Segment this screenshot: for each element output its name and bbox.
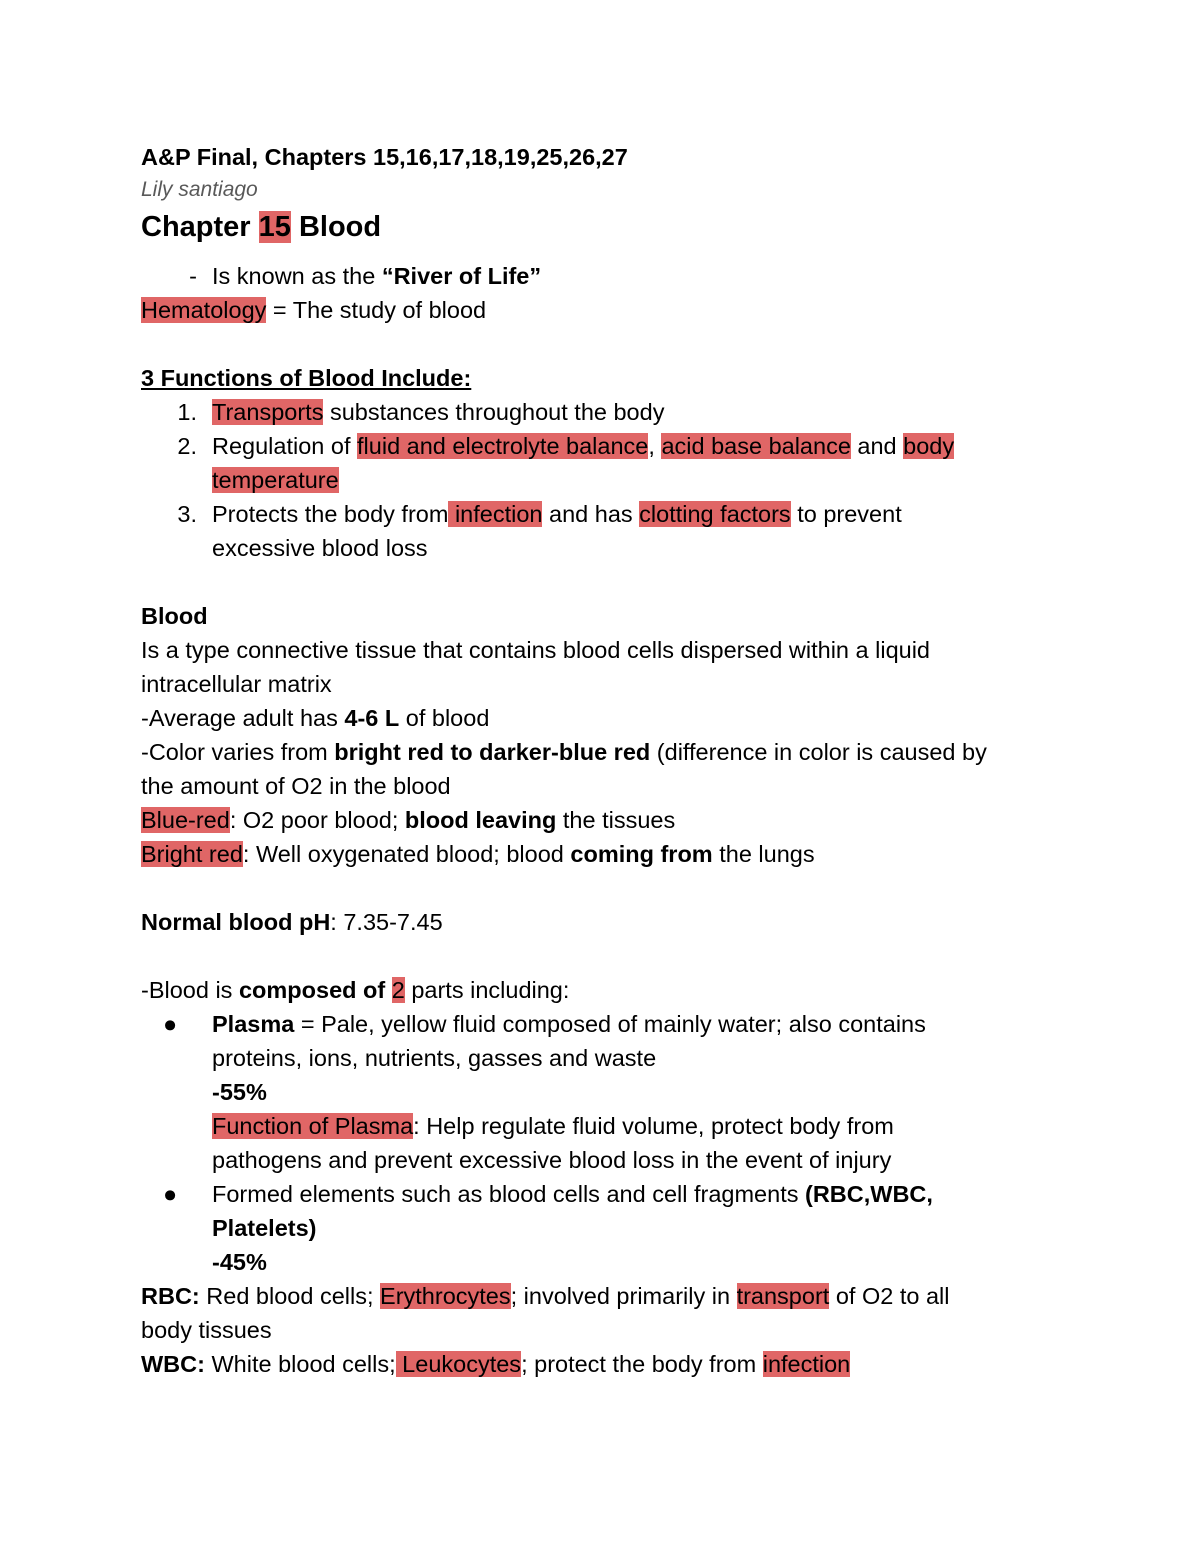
bold-text: composed of <box>238 977 386 1003</box>
bold-text: RBC: <box>141 1283 200 1309</box>
highlight: Function of Plasma <box>212 1113 414 1139</box>
bright-red-line <box>141 837 1081 871</box>
highlight: fluid and electrolyte balance <box>357 433 649 459</box>
text <box>385 977 392 1003</box>
highlight: acid base balance <box>661 433 851 459</box>
function-item-3 <box>141 497 1081 531</box>
text: -Blood is <box>141 977 239 1003</box>
doc-author: Lily santiago <box>141 178 258 201</box>
average-volume <box>141 701 1081 735</box>
text: of blood <box>399 705 490 731</box>
function-item-2-cont <box>141 463 1081 497</box>
bold-text: 4-6 L <box>344 705 400 731</box>
text: parts including: <box>404 977 570 1003</box>
functions-heading: 3 Functions of Blood Include: <box>141 365 472 391</box>
chapter-prefix: Chapter <box>141 211 251 243</box>
text: the lungs <box>712 841 815 867</box>
formed-percent: -45% <box>212 1249 267 1275</box>
chapter-number: 15 <box>258 211 291 243</box>
highlight: Leukocytes <box>395 1351 522 1377</box>
bold-text: Plasma <box>212 1011 295 1037</box>
river-of-life: “River of Life” <box>381 263 542 289</box>
highlight: Blue-red <box>141 807 230 833</box>
item-text: to prevent <box>790 501 902 527</box>
doc-title: A&P Final, Chapters 15,16,17,18,19,25,26,27 <box>141 144 628 170</box>
item-text: substances throughout the body <box>323 399 665 425</box>
highlight: Bright red <box>141 841 243 867</box>
ph-label: Normal blood pH <box>141 909 331 935</box>
text: the tissues <box>556 807 676 833</box>
item-text: , <box>648 433 662 459</box>
bold-text: (RBC,WBC, <box>805 1181 933 1207</box>
text: -Average adult has <box>141 705 345 731</box>
highlight: Transports <box>212 399 324 425</box>
wbc-line <box>141 1347 1081 1381</box>
list-number: 2. <box>177 433 197 459</box>
rbc-line <box>141 1279 1081 1313</box>
text: : Well oxygenated blood; blood <box>242 841 571 867</box>
function-item-3-cont: excessive blood loss <box>212 535 428 561</box>
hematology-definition <box>141 293 1081 327</box>
item-text: and <box>850 433 904 459</box>
text: = Pale, yellow fluid composed of mainly water; also contains <box>294 1011 926 1037</box>
chapter-topic: Blood <box>298 211 382 243</box>
rbc-line-cont: body tissues <box>141 1317 272 1343</box>
known-text: Is known as the <box>212 263 382 289</box>
hematology-def: = The study of blood <box>266 297 487 323</box>
document-body <box>141 141 1081 1381</box>
bullet-marker: ● <box>163 1011 178 1037</box>
function-item-2 <box>141 429 1081 463</box>
highlight: infection <box>762 1351 851 1377</box>
highlight: body <box>903 433 955 459</box>
item-text: Protects the body from <box>212 501 449 527</box>
text: : Help regulate fluid volume, protect body from <box>413 1113 894 1139</box>
color-varies-cont: the amount of O2 in the blood <box>141 773 451 799</box>
item-text: Regulation of <box>212 433 358 459</box>
list-number: 1. <box>177 399 197 425</box>
text: -Color varies from <box>141 739 335 765</box>
plasma-percent: -55% <box>212 1079 267 1105</box>
color-varies <box>141 735 1081 769</box>
highlight: clotting factors <box>639 501 791 527</box>
blood-definition-2: intracellular matrix <box>141 671 332 697</box>
text: of O2 to all <box>829 1283 950 1309</box>
highlight: infection <box>448 501 543 527</box>
text: ; involved primarily in <box>510 1283 737 1309</box>
river-of-life-item <box>141 259 1081 293</box>
formed-elements-cont: Platelets) <box>212 1215 317 1241</box>
ph-value: : 7.35-7.45 <box>330 909 443 935</box>
highlight: 2 <box>391 977 405 1003</box>
bold-text: coming from <box>570 841 713 867</box>
chapter-heading <box>141 207 1081 247</box>
blood-definition-1: Is a type connective tissue that contains blood cells dispersed within a liquid <box>141 637 931 663</box>
bold-text: blood leaving <box>404 807 557 833</box>
text: Formed elements such as blood cells and cell fragments <box>212 1181 806 1207</box>
bullet-marker: ● <box>163 1181 178 1207</box>
blue-red-line <box>141 803 1081 837</box>
bold-text: WBC: <box>141 1351 205 1377</box>
composition-line <box>141 973 1081 1007</box>
plasma-function-cont: pathogens and prevent excessive blood loss in the event of injury <box>212 1147 892 1173</box>
text: ; protect the body from <box>521 1351 763 1377</box>
blood-heading: Blood <box>141 603 208 629</box>
plasma-function <box>141 1109 1081 1143</box>
text: (difference in color is caused by <box>650 739 987 765</box>
dash-marker: - <box>189 263 197 289</box>
text: White blood cells; <box>204 1351 396 1377</box>
highlight: temperature <box>212 467 339 493</box>
bold-text: bright red to darker-blue red <box>334 739 651 765</box>
text: Red blood cells; <box>199 1283 381 1309</box>
formed-elements-item <box>141 1177 1081 1211</box>
highlight: Erythrocytes <box>380 1283 511 1309</box>
plasma-item-cont: proteins, ions, nutrients, gasses and waste <box>212 1045 657 1071</box>
normal-ph <box>141 905 1081 939</box>
list-number: 3. <box>177 501 197 527</box>
text: : O2 poor blood; <box>229 807 405 833</box>
function-item-1 <box>141 395 1081 429</box>
item-text: and has <box>542 501 640 527</box>
highlight: transport <box>736 1283 830 1309</box>
hematology-term: Hematology <box>141 297 267 323</box>
plasma-item <box>141 1007 1081 1041</box>
